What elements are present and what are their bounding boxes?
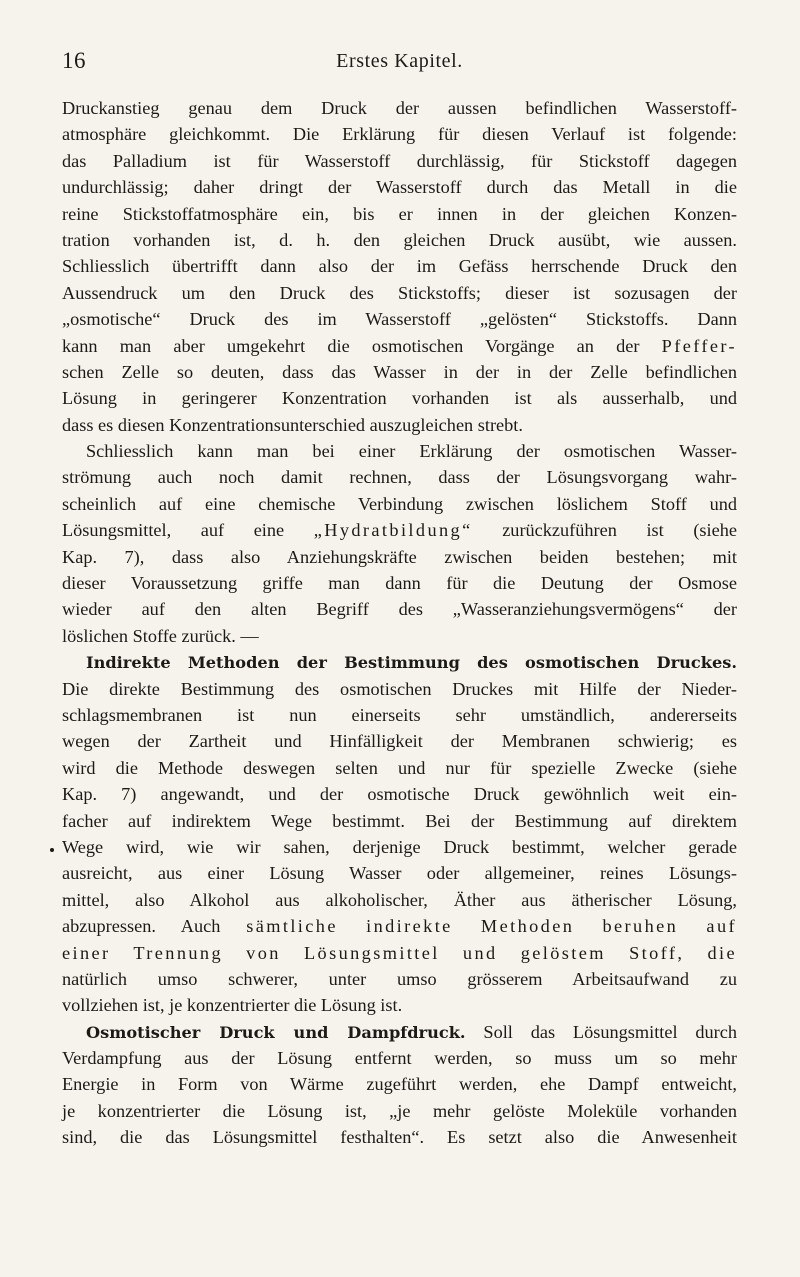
text-line: Energie in Form von Wärme zugeführt werden, ehe Dampf entweicht, <box>62 1074 737 1095</box>
text-line: Kap. 7) angewandt, und der osmotische Druck gewöhnlich weit ein- <box>62 784 737 805</box>
emphasis-saemtliche: sämtliche indirekte Methoden beruhen auf <box>246 916 737 937</box>
text-line-with-emphasis <box>62 333 737 359</box>
text-line: ausreicht, aus einer Lösung Wasser oder allgemeiner, reines Lösungs- <box>62 863 737 884</box>
text-run: abzupressen. Auch <box>62 916 221 937</box>
text-line: tration vorhanden ist, d. h. den gleichen Druck ausübt, wie aussen. <box>62 229 737 250</box>
text-line: Kap. 7), dass also Anziehungskräfte zwischen beiden bestehen; mit <box>62 546 737 567</box>
text-run: kann man aber umgekehrt die osmotischen Vorgänge an der <box>62 335 640 356</box>
emphasis-hydratbildung: „Hydratbildung“ <box>313 520 473 541</box>
text-line: „osmotische“ Druck des im Wasserstoff „gelösten“ Stickstoffs. Dann <box>62 309 737 330</box>
text-line: Verdampfung aus der Lösung entfernt werden, so muss um so mehr <box>62 1048 737 1069</box>
text-line: vollziehen ist, je konzentrierter die Lösung ist. <box>62 995 403 1016</box>
text-line: wird die Methode deswegen selten und nur für spezielle Zwecke (siehe <box>62 757 737 778</box>
text-line: atmosphäre gleichkommt. Die Erklärung für diesen Verlauf ist folgende: <box>62 124 737 145</box>
text-line: wieder auf den alten Begriff des „Wasseranziehungsvermögens“ der <box>62 599 737 620</box>
text-line: schen Zelle so deuten, dass das Wasser in der in der Zelle befindlichen <box>62 361 737 382</box>
chapter-title: Erstes Kapitel. <box>336 50 463 72</box>
text-line: Wege wird, wie wir sahen, derjenige Druck bestimmt, welcher gerade <box>62 836 737 857</box>
text-line: löslichen Stoffe zurück. — <box>62 625 259 646</box>
text-line: scheinlich auf eine chemische Verbindung zwischen löslichem Stoff und <box>62 493 737 514</box>
text-line: Aussendruck um den Druck des Stickstoffs; dieser ist sozusagen der <box>62 282 737 303</box>
text-line-with-emphasis <box>62 517 737 543</box>
text-line: Schliesslich kann man bei einer Erklärung der osmotischen Wasser- <box>86 441 737 462</box>
text-line: je konzentrierter die Lösung ist, „je mehr gelöste Moleküle vorhanden <box>62 1100 737 1121</box>
text-line: strömung auch noch damit rechnen, dass der Lösungsvorgang wahr- <box>62 467 737 488</box>
text-line: schlagsmembranen ist nun einerseits sehr umständlich, andererseits <box>62 704 737 725</box>
text-line: undurchlässig; daher dringt der Wasserstoff durch das Metall in die <box>62 177 737 198</box>
margin-mark <box>50 848 54 852</box>
text-line-spaced: einer Trennung von Lösungsmittel und gelöstem Stoff, die <box>62 942 737 963</box>
text-line: natürlich umso schwerer, unter umso grösserem Arbeitsaufwand zu <box>62 968 737 989</box>
text-line: Druckanstieg genau dem Druck der aussen befindlichen Wasserstoff- <box>62 98 737 118</box>
text-line: dieser Voraussetzung griffe man dann für die Deutung der Osmose <box>62 573 737 594</box>
text-line: Lösung in geringerer Konzentration vorhanden ist als ausserhalb, und <box>62 388 737 409</box>
text-line: Die direkte Bestimmung des osmotischen Druckes mit Hilfe der Nieder- <box>62 678 737 699</box>
running-head <box>62 48 737 78</box>
text-line: das Palladium ist für Wasserstoff durchlässig, für Stickstoff dagegen <box>62 150 737 171</box>
text-line: facher auf indirektem Wege bestimmt. Bei der Bestimmung auf direktem <box>62 810 737 831</box>
text-line: Schliesslich übertrifft dann also der im Gefäss herrschende Druck den <box>62 256 737 277</box>
text-run: zurückzuführen ist (siehe <box>502 520 737 541</box>
text-line: reine Stickstoffatmosphäre ein, bis er innen in der gleichen Konzen- <box>62 203 737 224</box>
emphasis-pfeffer: Pfeffer- <box>661 335 737 356</box>
text-line: wegen der Zartheit und Hinfälligkeit der Membranen schwierig; es <box>62 731 737 752</box>
text-run: Soll das Lösungsmittel durch <box>483 1021 738 1042</box>
text-line: dass es diesen Konzentrationsunterschied auszugleichen strebt. <box>62 414 523 435</box>
text-line: sind, die das Lösungsmittel festhalten“. Es setzt also die Anwesenheit <box>62 1127 737 1148</box>
body-text <box>62 95 737 1151</box>
text-run: Lösungsmittel, auf eine <box>62 520 285 541</box>
section-heading-line <box>62 649 737 675</box>
page-number: 16 <box>62 48 86 73</box>
text-line: mittel, also Alkohol aus alkoholischer, Äther aus ätherischer Lösung, <box>62 889 737 910</box>
section-heading-osmotischer: Osmotischer Druck und Dampfdruck. <box>86 1022 466 1042</box>
section-heading-indirekte: Indirekte Methoden der Bestimmung des osmotischen Druckes. <box>86 653 737 673</box>
text-line-with-emphasis <box>62 913 737 939</box>
text-line-with-heading <box>62 1019 737 1045</box>
